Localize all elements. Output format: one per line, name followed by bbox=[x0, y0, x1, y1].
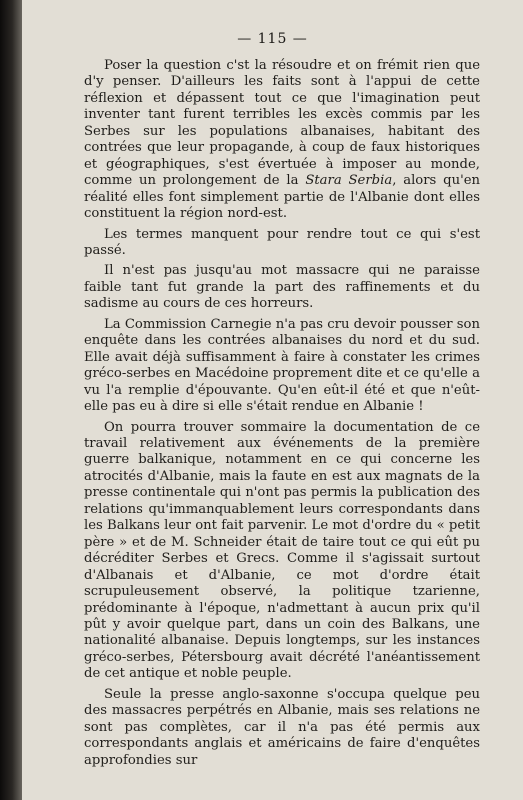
body-text bbox=[84, 58, 480, 773]
paragraph: Il n'est pas jusqu'au mot massacre qui ne paraisse faible tant fut grande la part des raffinements et du sadisme au cours de ces horreurs. bbox=[84, 263, 480, 312]
paragraph bbox=[84, 58, 480, 223]
paragraph: On pourra trouver sommaire la documentation de ce travail relativement aux événements de la première guerre balkanique, notamment en ce qui concerne les atrocités d'Albanie, mais la faute en est aux magnats de la presse continentale qui n'ont pas permis la publication des relations qu'immanquablement leurs correspondants dans les Balkans leur ont fait parvenir. Le mot d'ordre du « petit père » et de M. Schneider était de taire tout ce qui eût pu décréditer Serbes et Grecs. Comme il s'agissait surtout d'Albanais et d'Albanie, ce mot d'ordre était scrupuleusement observé, la politique tzarienne, prédominante à l'époque, n'admettant à aucun prix qu'il pût y avoir quelque part, dans un coin des Balkans, une nationalité albanaise. Depuis longtemps, sur les instances gréco-serbes, Pétersbourg avait décrété l'anéantissement de cet antique et noble peuple. bbox=[84, 419, 480, 682]
paragraph: La Commission Carnegie n'a pas cru devoir pousser son enquête dans les contrées albanaises du nord et du sud. Elle avait déjà suffisamment à faire à constater les crimes gréco-serbes en Macédoine proprement dite et ce qu'elle a vu l'a remplie d'épouvante. Qu'en eût-il été et que n'eût-elle pas eu à dire si elle s'était rendue en Albanie ! bbox=[84, 316, 480, 415]
book-spine-shadow bbox=[0, 0, 22, 800]
paragraph: Seule la presse anglo-saxonne s'occupa quelque peu des massacres perpétrés en Albanie, mais ses relations ne sont pas complètes, car il n'a pas été permis aux correspondants anglais et américains de faire d'enquêtes approfondies sur bbox=[84, 686, 480, 768]
paragraph: Les termes manquent pour rendre tout ce qui s'est passé. bbox=[84, 226, 480, 258]
italic-term: Stara Serbia bbox=[305, 173, 393, 189]
paragraph-text: , alors qu'en réalité elles font simplement partie de l'Albanie dont elles constituent la région nord-est. bbox=[84, 173, 481, 222]
page-number: — 115 — bbox=[237, 31, 308, 47]
paragraph-text: Poser la question c'st la résoudre et on frémit rien que d'y penser. D'ailleurs les faits sont à l'appui de cette réflexion et dépassent tout ce que l'imagination peut inventer tant furent terribles les excès commis par les Serbes sur les populations albanaises, habitant des contrées que leur propagande, à coup de faux historiques et géographiques, s'est évertuée à imposer au monde, comme un prolongement de la bbox=[84, 58, 480, 189]
book-page bbox=[22, 0, 523, 800]
